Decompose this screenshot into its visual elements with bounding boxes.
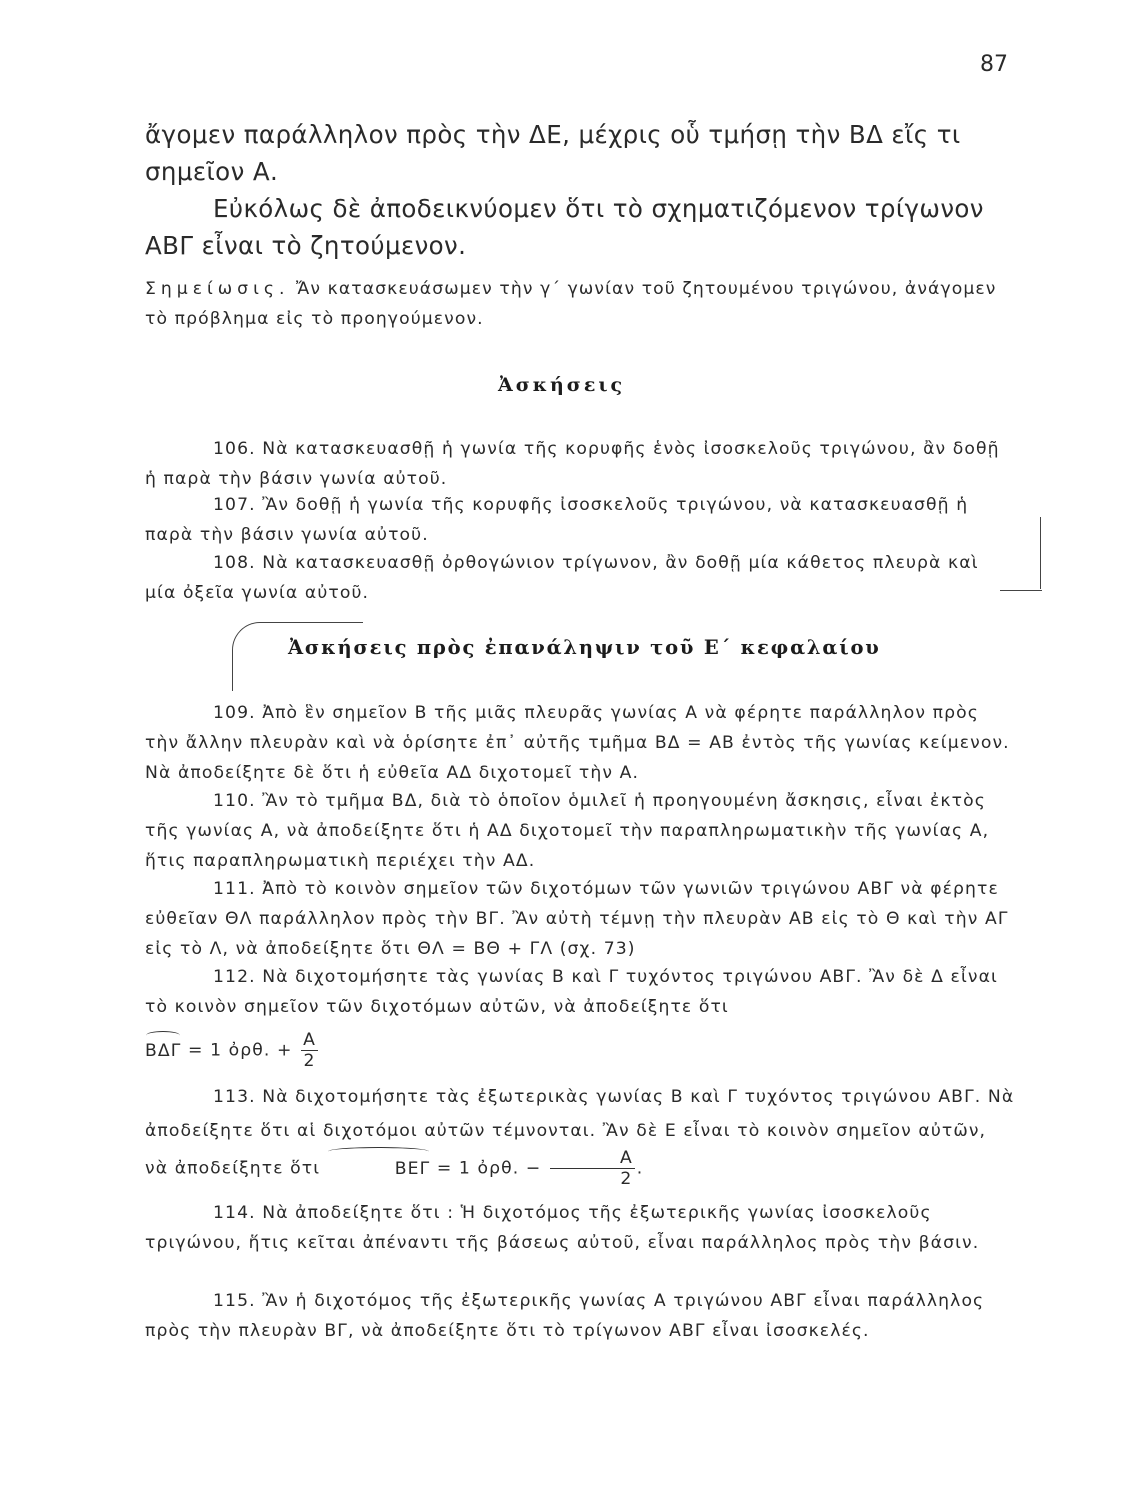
formula-112-eq: = 1 ὀρθ. +: [181, 1040, 300, 1061]
fraction-denominator: 2: [303, 1051, 316, 1071]
page-number: 87: [980, 52, 1008, 77]
formula-113-eq: = 1 ὀρθ. −: [430, 1158, 548, 1179]
fraction-numerator-b: Α: [550, 1148, 635, 1169]
note-paragraph: [145, 274, 1015, 334]
exercise-108: 108. Νὰ κατασκευασθῇ ὀρθογώνιον τρίγωνον, ἂν δοθῇ μία κάθετος πλευρὰ καὶ μία ὀξεῖα γωνία αὐτοῦ.: [145, 553, 979, 603]
intro-paragraph-1: ἄγομεν παράλληλον πρὸς τὴν ΔΕ, μέχρις οὗ τμήσῃ τὴν ΒΔ εἴς τι σημεῖον Α.: [145, 120, 961, 186]
angle-bdg: ΒΔΓ: [145, 1036, 181, 1066]
fraction-a-over-2-b: [550, 1148, 635, 1189]
fraction-a-over-2: [301, 1030, 318, 1071]
fraction-denominator-b: 2: [620, 1169, 633, 1189]
exercise-114: 114. Νὰ ἀποδείξητε ὅτι : Ἡ διχοτόμος τῆς ἐξωτερικῆς γωνίας ἰσοσκελοῦς τριγώνου, ἥτις κεῖται ἀπέναντι τῆς βάσεως αὐτοῦ, εἶναι παράλληλος πρὸς τὴν βάσιν.: [145, 1203, 980, 1253]
exercise-107: 107. Ἂν δοθῇ ἡ γωνία τῆς κορυφῆς ἰσοσκελοῦς τριγώνου, νὰ κατασκευασθῇ ἡ παρὰ τὴν βάσιν γωνία αὐτοῦ.: [145, 495, 969, 545]
section-heading-review: Ἀσκήσεις πρὸς ἐπανάληψιν τοῦ Ε΄ κεφαλαίου: [288, 636, 881, 659]
margin-bracket-foot: [1000, 590, 1042, 591]
exercise-109: 109. Ἀπὸ ἓν σημεῖον Β τῆς μιᾶς πλευρᾶς γωνίας Α νὰ φέρητε παράλληλον πρὸς τὴν ἄλλην πλευρὰν καὶ νὰ ὁρίσητε ἐπ᾽ αὐτῆς τμῆμα ΒΔ = ΑΒ ἐντὸς τῆς γωνίας κείμενον. Νὰ ἀποδείξητε δὲ ὅτι ἡ εὐθεῖα ΑΔ διχοτομεῖ τὴν Α.: [145, 703, 1010, 783]
exercise-110: 110. Ἂν τὸ τμῆμα ΒΔ, διὰ τὸ ὁποῖον ὁμιλεῖ ἡ προηγουμένη ἄσκησις, εἶναι ἐκτὸς τῆς γωνίας Α, νὰ ἀποδείξητε ὅτι ἡ ΑΔ διχοτομεῖ τὴν παραπληρωματικὴν τῆς γωνίας Α, ἥτις παραπληρωματικὴ περιέχει τὴν ΑΔ.: [145, 791, 990, 871]
formula-113-tail: .: [636, 1158, 644, 1179]
fraction-numerator: Α: [303, 1030, 316, 1050]
exercise-106: 106. Νὰ κατασκευασθῇ ἡ γωνία τῆς κορυφῆς ἑνὸς ἰσοσκελοῦς τριγώνου, ἂν δοθῇ ἡ παρὰ τὴν βάσιν γωνία αὐτοῦ.: [145, 439, 1000, 489]
exercise-111: 111. Ἀπὸ τὸ κοινὸν σημεῖον τῶν διχοτόμων τῶν γωνιῶν τριγώνου ΑΒΓ νὰ φέρητε εὐθεῖαν ΘΛ παράλληλον πρὸς τὴν ΒΓ. Ἂν αὐτὴ τέμνῃ τὴν πλευρὰν ΑΒ εἰς τὸ Θ καὶ τὴν ΑΓ εἰς τὸ Λ, νὰ ἀποδείξητε ὅτι ΘΛ = ΒΘ + ΓΛ (σχ. 73): [145, 879, 1009, 959]
note-text: Ἄν κατασκευάσωμεν τὴν γ΄ γωνίαν τοῦ ζητουμένου τριγώνου, ἀνάγομεν τὸ πρόβλημα εἰς τὸ προηγούμενον.: [145, 279, 997, 329]
note-label: Σημείωσις.: [145, 279, 290, 299]
exercise-112: 112. Νὰ διχοτομήσητε τὰς γωνίας Β καὶ Γ τυχόντος τριγώνου ΑΒΓ. Ἂν δὲ Δ εἶναι τὸ κοινὸν σημεῖον τῶν διχοτόμων αὐτῶν, νὰ ἀποδείξητε ὅτι: [145, 967, 998, 1017]
exercise-112-formula: [145, 1030, 1015, 1071]
angle-beg: ΒΕΓ: [327, 1152, 431, 1186]
exercise-115: 115. Ἂν ἡ διχοτόμος τῆς ἐξωτερικῆς γωνίας Α τριγώνου ΑΒΓ εἶναι παράλληλος πρὸς τὴν πλευρὰν ΒΓ, νὰ ἀποδείξητε ὅτι τὸ τρίγωνον ΑΒΓ εἶναι ἰσοσκελές.: [145, 1291, 985, 1341]
exercise-113-text: 113. Νὰ διχοτομήσητε τὰς ἐξωτερικὰς γωνίας Β καὶ Γ τυχόντος τριγώνου ΑΒΓ. Νὰ ἀποδείξητε ὅτι αἱ διχοτόμοι αὐτῶν τέμνονται. Ἂν δὲ Ε εἶναι τὸ κοινὸν σημεῖον αὐτῶν, νὰ ἀποδείξητε ὅτι: [145, 1087, 1015, 1179]
section-heading-exercises: Ἀσκήσεις: [498, 374, 626, 396]
exercise-113: [145, 1080, 1015, 1189]
margin-bracket-mark: [1040, 517, 1041, 589]
intro-paragraph-2: Εὐκόλως δὲ ἀποδεικνύομεν ὅτι τὸ σχηματιζόμενον τρίγωνον ΑΒΓ εἶναι τὸ ζητούμενον.: [145, 194, 984, 260]
